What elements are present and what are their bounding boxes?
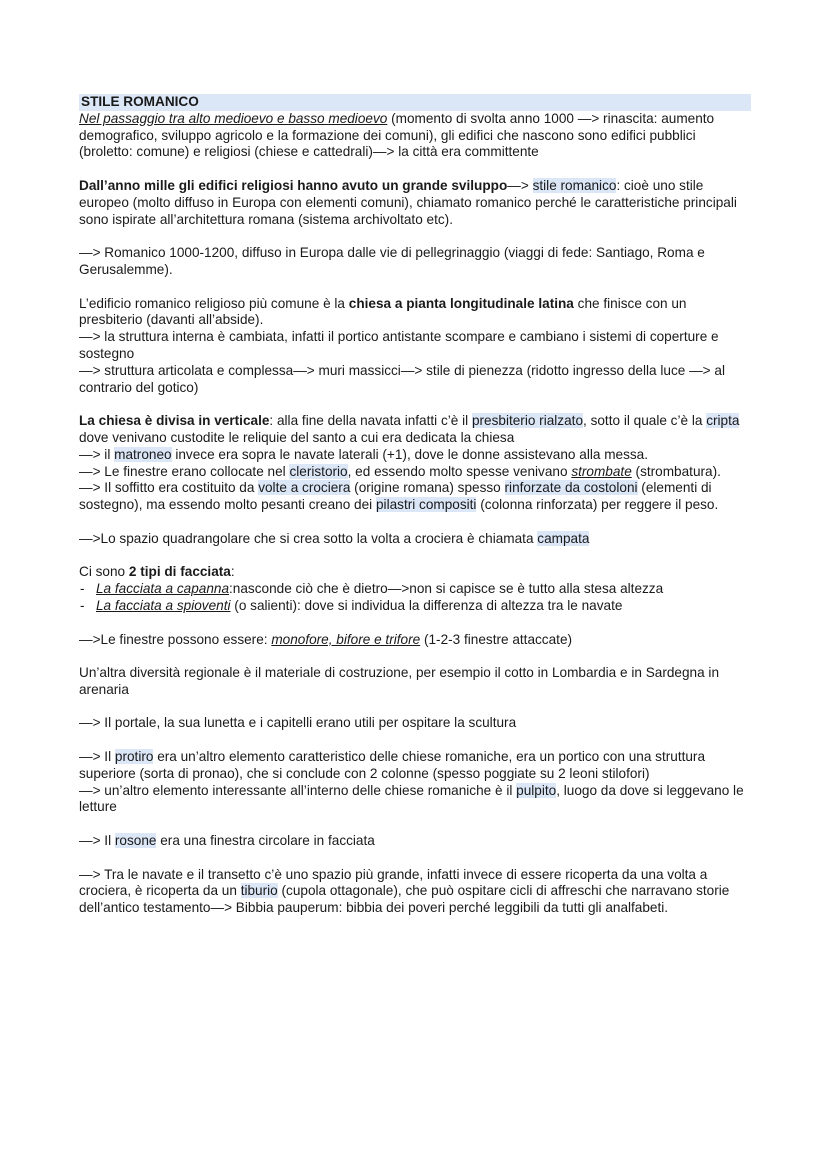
paragraph-protiro: —> Il protiro era un’altro elemento caratteristico delle chiese romaniche, era un portico con una struttura superiore (sorta di pronao), che si conclude con 2 colonne (spesso poggiate su 2 leoni stilofori) —> un’altro elemento interessante all’interno delle chiese romaniche è il pulpito, luogo da dove si leggevano le letture bbox=[79, 749, 744, 815]
document-page bbox=[79, 94, 751, 934]
bold-phrase: La chiesa è divisa in verticale bbox=[79, 413, 270, 429]
facciata-list bbox=[79, 581, 751, 615]
page-title: STILE ROMANICO bbox=[79, 94, 751, 111]
list-item: - La facciata a spioventi (o salienti): dove si individua la differenza di altezza tra le navate bbox=[79, 598, 751, 615]
highlight-term: pulpito bbox=[516, 782, 557, 798]
highlight-term: volte a crociera bbox=[258, 480, 351, 496]
paragraph-portale: —> Il portale, la sua lunetta e i capitelli erano utili per ospitare la scultura bbox=[79, 715, 517, 731]
list-item: - La facciata a capanna:nasconde ciò che è dietro—>non si capisce se è tutto alla stesa altezza bbox=[79, 581, 751, 598]
highlight-term: tiburio bbox=[240, 883, 278, 899]
highlight-term: pilastri compositi bbox=[375, 497, 477, 513]
highlight-term: cripta bbox=[706, 413, 740, 429]
underlined-phrase: Nel passaggio tra alto medioevo e basso medioevo bbox=[79, 110, 388, 126]
bold-phrase: 2 tipi di facciata bbox=[128, 564, 231, 580]
highlight-term: cleristorio bbox=[289, 463, 348, 479]
highlight-term: rinforzate da costoloni bbox=[504, 480, 638, 496]
underlined-phrase: La facciata a capanna bbox=[96, 581, 230, 597]
paragraph-tiburio: —> Tra le navate e il transetto c’è uno spazio più grande, infatti invece di essere ricoperta da una volta a crociera, è ricoperta da un tiburio (cupola ottagonale), che può ospitare cicli di affreschi che narravano storie dell’antico testamento—> Bibbia pauperum: bibbia dei poveri perché leggibili da tutti gli analfabeti. bbox=[79, 866, 730, 916]
highlight-term: matroneo bbox=[114, 446, 172, 462]
bold-phrase: Dall’anno mille gli edifici religiosi hanno avuto un grande sviluppo bbox=[79, 177, 508, 193]
paragraph-sviluppo: Dall’anno mille gli edifici religiosi hanno avuto un grande sviluppo—> stile romanico: cioè uno stile europeo (molto diffuso in Europa con elementi comuni), chiamato romanico perché le caratteristiche principali sono ispirate all’architettura romana (sistema archivoltato etc). bbox=[79, 177, 737, 227]
paragraph-materiale: Un’altra diversità regionale è il materiale di costruzione, per esempio il cotto in Lombardia e in Sardegna in arenaria bbox=[79, 665, 720, 697]
paragraph-finestre: —>Le finestre possono essere: monofore, bifore e trifore (1-2-3 finestre attaccate) bbox=[79, 631, 573, 647]
highlight-term: protiro bbox=[114, 749, 154, 765]
highlight-term: campata bbox=[537, 530, 590, 546]
underlined-phrase: La facciata a spioventi bbox=[96, 597, 231, 613]
paragraph-verticale: La chiesa è divisa in verticale: alla fine della navata infatti c’è il presbiterio rialzato, sotto il quale c’è la cripta dove venivano custodite le reliquie del santo a cui era dedicata la chiesa —> il matroneo invece era sopra le navate laterali (+1), dove le donne assistevano alla messa. —> Le finestre erano collocate nel cleristorio, ed essendo molto spesse venivano strombate (strombatura). —> Il soffitto era costituito da volte a crociera (origine romana) spesso rinforzate da costoloni (elementi di sostegno), ma essendo molto pesanti creano dei pilastri compositi (colonna rinforzata) per reggere il peso. bbox=[79, 413, 740, 513]
paragraph-periodo: —> Romanico 1000-1200, diffuso in Europa dalle vie di pellegrinaggio (viaggi di fede: Santiago, Roma e Gerusalemme). bbox=[79, 245, 705, 277]
paragraph-intro: Nel passaggio tra alto medioevo e basso medioevo (momento di svolta anno 1000 —> rinascita: aumento demografico, sviluppo agricolo e la formazione dei comuni), gli edifici che nascono sono edifici pubblici (broletto: comune) e religiosi (chiese e cattedrali)—> la città era committente bbox=[79, 110, 715, 160]
paragraph-facciata: Ci sono 2 tipi di facciata: bbox=[79, 564, 235, 580]
paragraph-rosone: —> Il rosone era una finestra circolare in facciata bbox=[79, 833, 375, 849]
highlight-term: rosone bbox=[114, 833, 157, 849]
underlined-phrase: monofore, bifore e trifore bbox=[271, 631, 421, 647]
underlined-phrase: strombate bbox=[571, 463, 632, 479]
paragraph-edificio: L’edificio romanico religioso più comune è la chiesa a pianta longitudinale latina che finisce con un presbiterio (davanti all’abside). —> la struttura interna è cambiata, infatti il portico antistante scompare e cambiano i sistemi di coperture e sostegno —> struttura articolata e complessa—> muri massicci—> stile di pienezza (ridotto ingresso della luce —> al contrario del gotico) bbox=[79, 295, 725, 395]
highlight-term: presbiterio rialzato bbox=[471, 413, 584, 429]
bold-phrase: chiesa a pianta longitudinale latina bbox=[348, 295, 574, 311]
paragraph-campata: —>Lo spazio quadrangolare che si crea sotto la volta a crociera è chiamata campata bbox=[79, 530, 590, 546]
highlight-term: stile romanico bbox=[532, 177, 617, 193]
